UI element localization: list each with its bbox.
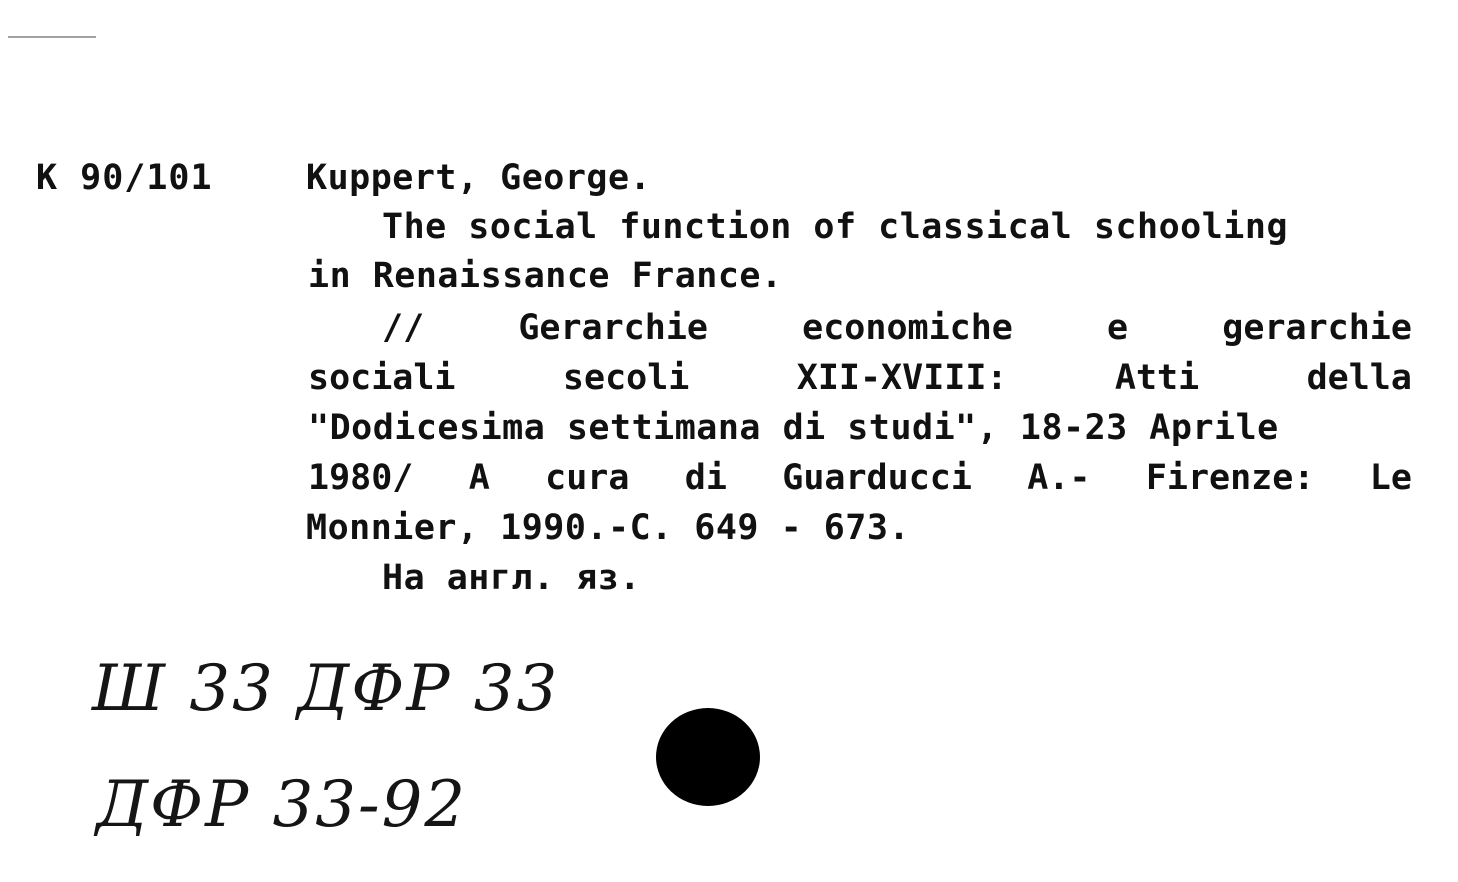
source-line-3: "Dodicesima settimana di studi", 18-23 Aprile bbox=[308, 408, 1279, 448]
source-word: 1980/ bbox=[308, 458, 414, 498]
source-word: sociali bbox=[308, 358, 456, 398]
source-word: di bbox=[684, 458, 727, 498]
source-word: // bbox=[382, 308, 425, 348]
call-number: К 90/101 bbox=[36, 158, 213, 198]
source-word: secoli bbox=[562, 358, 690, 398]
language-note: На англ. яз. bbox=[382, 558, 641, 598]
source-word: cura bbox=[545, 458, 630, 498]
author-line: Kuppert, George. bbox=[306, 158, 652, 198]
source-word: A.- bbox=[1027, 458, 1091, 498]
source-word: Atti bbox=[1114, 358, 1200, 398]
handwritten-shelfmark-1: Ш 33 ДФР 33 bbox=[92, 652, 560, 726]
source-word: economiche bbox=[802, 308, 1013, 348]
source-line-1 bbox=[382, 308, 1412, 348]
source-line-2 bbox=[308, 358, 1412, 398]
title-line-2: in Renaissance France. bbox=[308, 256, 783, 296]
scan-artifact-line bbox=[8, 36, 96, 38]
source-word: Le bbox=[1369, 458, 1412, 498]
source-line-4 bbox=[308, 458, 1412, 498]
title-line-1: The social function of classical schooling bbox=[382, 207, 1289, 247]
source-word: Guarducci bbox=[782, 458, 972, 498]
source-word: e bbox=[1107, 308, 1129, 348]
source-word: Firenze: bbox=[1145, 458, 1315, 498]
source-line-5: Monnier, 1990.-С. 649 - 673. bbox=[306, 508, 911, 548]
source-word: XII-XVIII: bbox=[796, 358, 1008, 398]
punch-hole bbox=[656, 708, 760, 806]
handwritten-shelfmark-2: ДФР 33-92 bbox=[96, 768, 468, 842]
source-word: della bbox=[1306, 358, 1412, 398]
source-word: Gerarchie bbox=[518, 308, 708, 348]
source-word: gerarchie bbox=[1222, 308, 1412, 348]
source-word: A bbox=[468, 458, 490, 498]
